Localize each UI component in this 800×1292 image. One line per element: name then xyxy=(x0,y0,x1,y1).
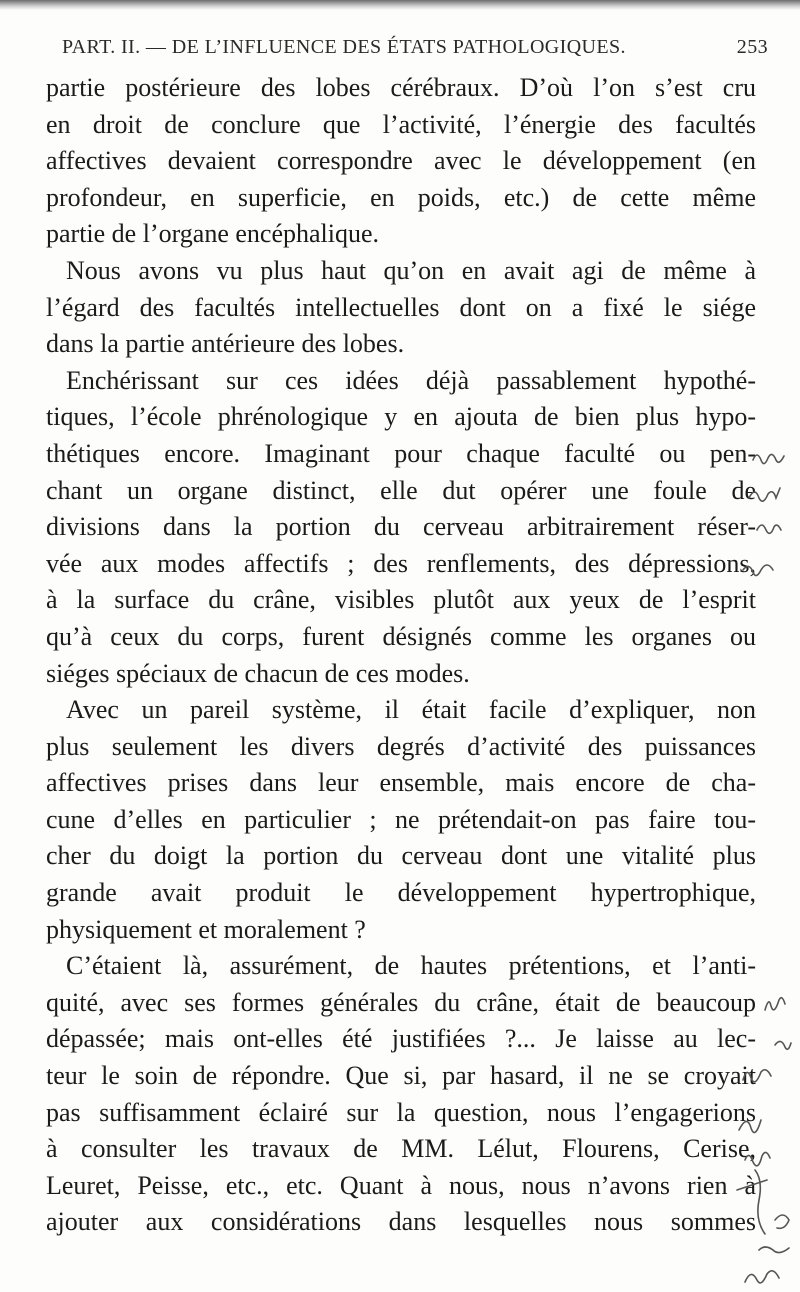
text-line: l’égard des facultés intellectuelles dont on a fixé le siége xyxy=(46,292,756,322)
handwritten-margin-notes xyxy=(735,430,800,1292)
text-line: dans la partie antérieure des lobes. xyxy=(46,329,405,359)
text-line: Avec un pareil système, il était facile d’expliquer, non xyxy=(66,695,756,725)
text-line: partie de l’organe encéphalique. xyxy=(46,219,380,249)
page-number: 253 xyxy=(736,36,768,58)
text-line: ajouter aux considérations dans lesquelles nous sommes xyxy=(46,1207,756,1237)
text-line: siéges spéciaux de chacun de ces modes. xyxy=(46,658,470,688)
text-line: Enchérissant sur ces idées déjà passablement hypothé- xyxy=(66,365,756,395)
text-line: thétiques encore. Imaginant pour chaque faculté ou pen- xyxy=(46,438,756,468)
text-line: à consulter les travaux de MM. Lélut, Flourens, Cerise, xyxy=(46,1134,756,1164)
text-line: chant un organe distinct, elle dut opérer une foule de xyxy=(46,475,756,505)
text-line: à la surface du crâne, visibles plutôt aux yeux de l’esprit xyxy=(46,585,756,615)
text-line: profondeur, en superficie, en poids, etc.) de cette même xyxy=(46,182,756,212)
scan-edge xyxy=(0,0,800,10)
text-line: Leuret, Peisse, etc., etc. Quant à nous, nous n’avons rien à xyxy=(46,1170,756,1200)
text-line: qu’à ceux du corps, furent désignés comme les organes ou xyxy=(46,621,756,651)
running-header xyxy=(62,36,768,59)
text-line: divisions dans la portion du cerveau arbitrairement réser- xyxy=(46,512,756,542)
text-line: dépassée; mais ont-elles été justifiées ?... Je laisse au lec- xyxy=(46,1024,756,1054)
text-line: partie postérieure des lobes cérébraux. D’où l’on s’est cru xyxy=(46,73,756,102)
text-line: quité, avec ses formes générales du crâne, était de beaucoup xyxy=(46,987,756,1017)
text-line: pas suffisamment éclairé sur la question, nous l’engagerions xyxy=(46,1097,756,1127)
text-line: teur le soin de répondre. Que si, par hasard, il ne se croyait xyxy=(46,1061,756,1091)
text-line: physiquement et moralement ? xyxy=(46,914,366,944)
running-title: PART. II. — DE L’INFLUENCE DES ÉTATS PATHOLOGIQUES. xyxy=(62,36,626,58)
text-line: Nous avons vu plus haut qu’on en avait agi de même à xyxy=(66,255,756,285)
text-line: cher du doigt la portion du cerveau dont une vitalité plus xyxy=(46,841,756,871)
text-line: tiques, l’école phrénologique y en ajouta de bien plus hypo- xyxy=(46,402,756,432)
text-line: cune d’elles en particulier ; ne prétendait-on pas faire tou- xyxy=(46,804,756,834)
text-line: en droit de conclure que l’activité, l’énergie des facultés xyxy=(46,109,756,139)
text-line: C’étaient là, assurément, de hautes prétentions, et l’anti- xyxy=(66,951,756,981)
text-line: affectives prises dans leur ensemble, mais encore de cha- xyxy=(46,768,756,798)
body-text xyxy=(46,70,756,1241)
text-line: plus seulement les divers degrés d’activité des puissances xyxy=(46,731,756,761)
text-line: grande avait produit le développement hypertrophique, xyxy=(46,878,756,908)
text-line: vée aux modes affectifs ; des renflements, des dépressions, xyxy=(46,548,756,578)
text-line: affectives devaient correspondre avec le développement (en xyxy=(46,146,756,176)
